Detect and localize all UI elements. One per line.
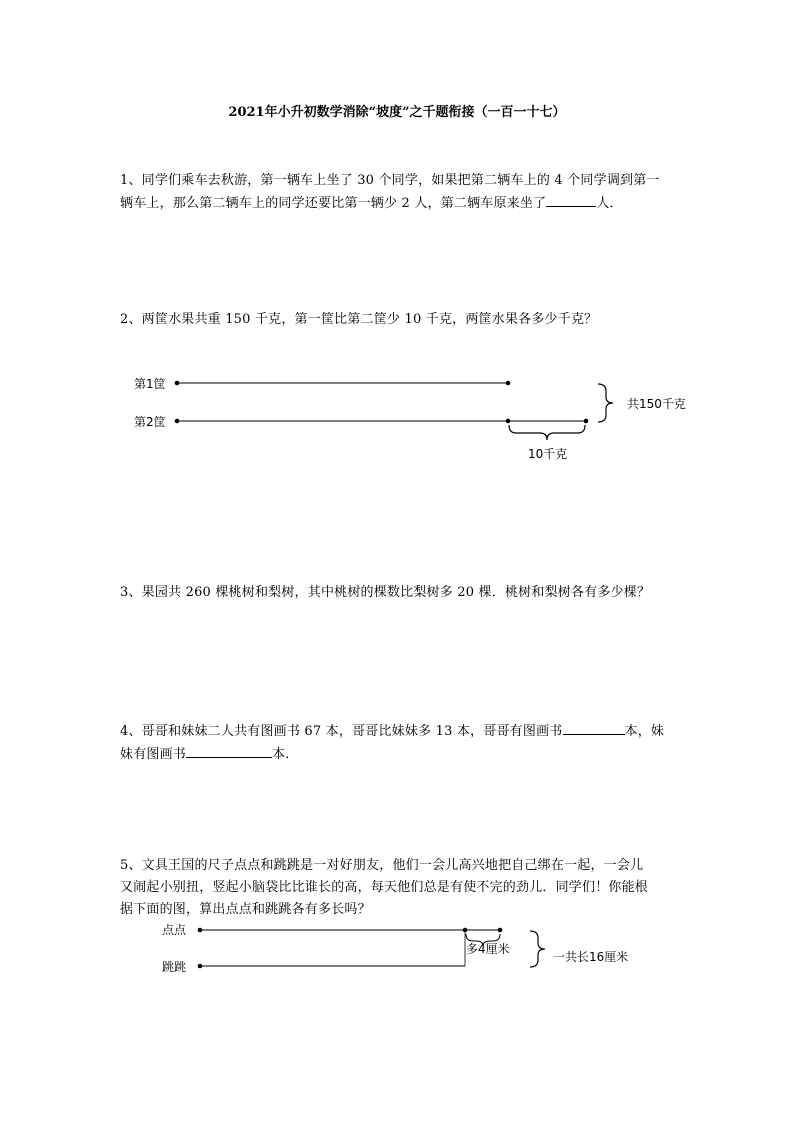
endpoint-dot [506,419,511,424]
diandian-label: 点点 [162,923,187,937]
question-1-text: 辆车上，那么第二辆车上的同学还要比第一辆少 2 人，第二辆车原来坐了 [120,196,547,211]
question-4-text: 妹有图画书 [120,747,187,762]
page-title: 2021年小升初数学消除“坡度”之千题衔接（一百一十七） [228,105,566,120]
endpoint-dot [175,381,180,386]
question-3: 3、果园共 260 棵桃树和梨树，其中桃树的棵数比梨树多 20 棵．桃树和梨树各有多少棵？ [120,585,651,600]
total-weight-label: 共150千克 [627,397,686,411]
endpoint-dot [506,381,511,386]
question-4-text: 本，妹 [624,724,665,739]
question-1-unit: 人． [596,196,623,211]
question-5 [120,855,680,921]
endpoint-dot [198,964,203,969]
question-4 [120,720,680,766]
difference-brace [509,425,585,440]
question-5-line-2: 又闹起小别扭，竖起小脑袋比比谁长的高，每天他们总是有使不完的劲儿．同学们！你能根 [120,880,649,895]
total-brace [530,931,545,967]
question-4-line-2 [120,743,680,766]
difference-label: 多4厘米 [466,942,510,956]
question-2: 2、两筐水果共重 150 千克，第一筐比第二筐少 10 千克，两筐水果各多少千克？ [120,312,598,327]
question-4-line-1 [120,720,680,743]
question-5-line-1: 5、文具王国的尺子点点和跳跳是一对好朋友，他们一会儿高兴地把自己绑在一起，一会儿 [120,858,644,873]
basket-1-label: 第1筐 [134,377,166,391]
endpoint-dot [175,419,180,424]
endpoint-dot [584,419,589,424]
total-brace [598,384,613,422]
tiaotiao-label: 跳跳 [162,960,187,974]
basket-diagram [175,381,613,440]
question-4-text: 4、哥哥和妹妹二人共有图画书 67 本，哥哥比妹妹多 13 本，哥哥有图画书 [120,724,563,739]
endpoint-dot [198,928,203,933]
answer-blank-sister[interactable] [186,743,272,758]
question-5-line-3: 据下面的图，算出点点和跳跳各有多长吗？ [120,902,371,917]
difference-label: 10千克 [528,447,568,461]
question-4-text: 本． [272,747,299,762]
answer-blank-brother[interactable] [563,720,625,735]
question-1-line-1: 1、同学们乘车去秋游，第一辆车上坐了 30 个同学，如果把第二辆车上的 4 个同学调到第一 [120,173,660,188]
endpoint-dot [498,928,503,933]
basket-2-label: 第2筐 [134,415,166,429]
total-length-label: 一共长16厘米 [553,950,629,964]
